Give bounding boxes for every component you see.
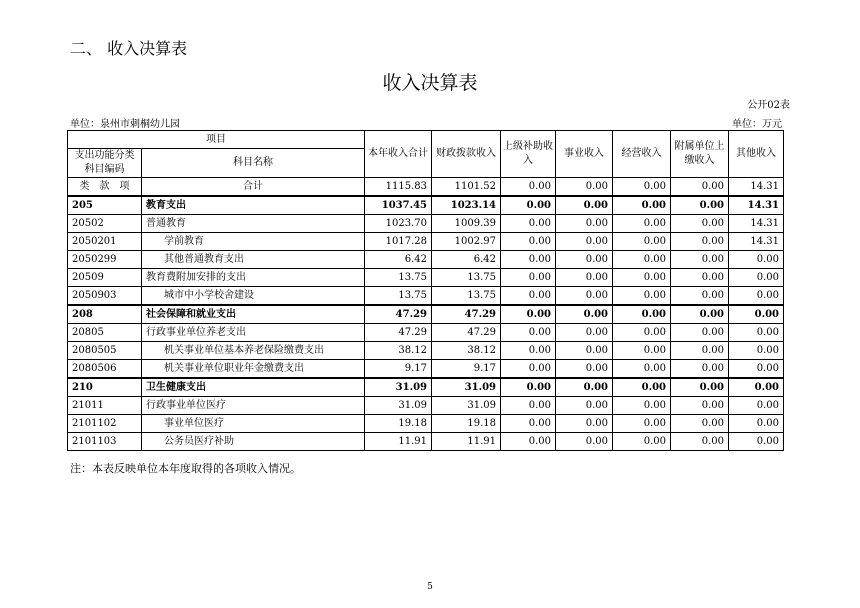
row-value: 13.75	[432, 269, 501, 287]
row-name: 普通教育	[142, 215, 365, 233]
header-operating: 经营收入	[613, 131, 671, 178]
table-row	[68, 305, 784, 324]
row-value: 0.00	[729, 415, 784, 433]
total-cell: 1115.83	[365, 178, 432, 197]
row-value: 0.00	[729, 397, 784, 415]
row-value: 11.91	[432, 433, 501, 451]
row-value: 0.00	[501, 196, 556, 215]
row-value: 6.42	[432, 251, 501, 269]
row-value: 0.00	[556, 415, 613, 433]
income-table	[67, 130, 784, 451]
row-value: 0.00	[729, 287, 784, 306]
row-value: 0.00	[613, 433, 671, 451]
table-row	[68, 215, 784, 233]
row-name: 学前教育	[142, 233, 365, 251]
row-value: 0.00	[671, 215, 729, 233]
row-value: 0.00	[729, 360, 784, 379]
row-value: 0.00	[501, 342, 556, 360]
row-code: 20509	[68, 269, 142, 287]
row-code: 2101102	[68, 415, 142, 433]
row-value: 0.00	[729, 378, 784, 397]
row-name: 事业单位医疗	[142, 415, 365, 433]
row-value: 0.00	[556, 397, 613, 415]
row-value: 0.00	[613, 305, 671, 324]
table-row	[68, 433, 784, 451]
row-value: 14.31	[729, 215, 784, 233]
table-row	[68, 360, 784, 379]
row-value: 0.00	[556, 233, 613, 251]
header-name: 科目名称	[142, 149, 365, 178]
row-value: 0.00	[501, 378, 556, 397]
row-code: 20502	[68, 215, 142, 233]
row-value: 0.00	[501, 215, 556, 233]
row-value: 0.00	[556, 342, 613, 360]
row-value: 31.09	[432, 378, 501, 397]
table-row	[68, 196, 784, 215]
row-value: 6.42	[365, 251, 432, 269]
header-other: 其他收入	[729, 131, 784, 178]
row-name: 机关事业单位基本养老保险缴费支出	[142, 342, 365, 360]
table-row	[68, 342, 784, 360]
row-value: 47.29	[432, 305, 501, 324]
row-value: 47.29	[365, 305, 432, 324]
row-value: 0.00	[501, 397, 556, 415]
row-value: 19.18	[432, 415, 501, 433]
row-value: 1009.39	[432, 215, 501, 233]
row-value: 0.00	[671, 269, 729, 287]
header-fiscal: 财政拨款收入	[432, 131, 501, 178]
row-value: 0.00	[613, 196, 671, 215]
row-value: 31.09	[365, 378, 432, 397]
header-business: 事业收入	[556, 131, 613, 178]
row-value: 0.00	[613, 397, 671, 415]
row-code: 2101103	[68, 433, 142, 451]
row-value: 0.00	[671, 233, 729, 251]
currency-unit: 单位：万元	[732, 119, 782, 130]
row-value: 0.00	[671, 342, 729, 360]
row-value: 0.00	[613, 233, 671, 251]
row-value: 0.00	[501, 360, 556, 379]
row-name: 其他普通教育支出	[142, 251, 365, 269]
row-value: 13.75	[365, 287, 432, 306]
row-value: 11.91	[365, 433, 432, 451]
row-name: 城市中小学校舍建设	[142, 287, 365, 306]
row-value: 0.00	[729, 305, 784, 324]
row-value: 0.00	[729, 269, 784, 287]
row-code: 210	[68, 378, 142, 397]
total-cell: 0.00	[613, 178, 671, 197]
row-code: 20805	[68, 324, 142, 342]
row-name: 教育支出	[142, 196, 365, 215]
row-name: 机关事业单位职业年金缴费支出	[142, 360, 365, 379]
table-row	[68, 397, 784, 415]
class-label: 类 款 项	[68, 178, 142, 197]
header-affiliated: 附属单位上缴收入	[671, 131, 729, 178]
page-number: 5	[427, 582, 433, 592]
row-value: 0.00	[556, 251, 613, 269]
total-cell: 0.00	[671, 178, 729, 197]
row-value: 0.00	[556, 287, 613, 306]
row-value: 0.00	[613, 215, 671, 233]
row-value: 0.00	[729, 433, 784, 451]
table-row	[68, 269, 784, 287]
table-row	[68, 251, 784, 269]
table-row	[68, 287, 784, 306]
row-value: 0.00	[729, 251, 784, 269]
row-value: 0.00	[671, 251, 729, 269]
row-value: 0.00	[501, 415, 556, 433]
row-code: 208	[68, 305, 142, 324]
row-value: 0.00	[556, 378, 613, 397]
row-value: 38.12	[432, 342, 501, 360]
page-title: 收入决算表	[382, 72, 478, 94]
row-value: 0.00	[671, 415, 729, 433]
row-value: 0.00	[613, 415, 671, 433]
footnote: 注：本表反映单位本年度取得的各项收入情况。	[70, 462, 301, 475]
row-name: 公务员医疗补助	[142, 433, 365, 451]
row-value: 0.00	[613, 324, 671, 342]
header-total: 本年收入合计	[365, 131, 432, 178]
row-value: 1023.14	[432, 196, 501, 215]
row-value: 0.00	[501, 324, 556, 342]
row-value: 1037.45	[365, 196, 432, 215]
row-value: 0.00	[556, 324, 613, 342]
row-value: 1002.97	[432, 233, 501, 251]
row-code: 2050903	[68, 287, 142, 306]
row-code: 205	[68, 196, 142, 215]
row-code: 2050299	[68, 251, 142, 269]
table-row	[68, 324, 784, 342]
row-value: 0.00	[613, 342, 671, 360]
row-value: 0.00	[556, 305, 613, 324]
row-name: 社会保障和就业支出	[142, 305, 365, 324]
row-value: 0.00	[613, 378, 671, 397]
row-value: 9.17	[432, 360, 501, 379]
row-value: 0.00	[501, 233, 556, 251]
unit-name: 单位：泉州市刺桐幼儿园	[70, 119, 180, 130]
row-value: 0.00	[671, 196, 729, 215]
row-value: 13.75	[432, 287, 501, 306]
row-value: 0.00	[729, 342, 784, 360]
row-value: 0.00	[671, 324, 729, 342]
row-value: 14.31	[729, 196, 784, 215]
row-value: 0.00	[501, 251, 556, 269]
row-name: 教育费附加安排的支出	[142, 269, 365, 287]
row-value: 0.00	[613, 269, 671, 287]
row-value: 0.00	[613, 251, 671, 269]
row-code: 2080505	[68, 342, 142, 360]
total-cell: 0.00	[556, 178, 613, 197]
row-value: 47.29	[365, 324, 432, 342]
row-value: 0.00	[556, 433, 613, 451]
row-code: 2050201	[68, 233, 142, 251]
table-row	[68, 415, 784, 433]
total-cell: 14.31	[729, 178, 784, 197]
row-value: 0.00	[671, 360, 729, 379]
total-cell: 0.00	[501, 178, 556, 197]
header-superior: 上级补助收入	[501, 131, 556, 178]
row-value: 0.00	[556, 215, 613, 233]
total-cell: 1101.52	[432, 178, 501, 197]
row-value: 1023.70	[365, 215, 432, 233]
table-row	[68, 233, 784, 251]
row-value: 0.00	[501, 433, 556, 451]
row-value: 13.75	[365, 269, 432, 287]
row-value: 47.29	[432, 324, 501, 342]
row-value: 0.00	[671, 287, 729, 306]
row-value: 38.12	[365, 342, 432, 360]
row-value: 14.31	[729, 233, 784, 251]
row-value: 1017.28	[365, 233, 432, 251]
header-code: 支出功能分类科目编码	[68, 149, 142, 178]
section-title: 二、 收入决算表	[70, 39, 188, 58]
total-row	[68, 178, 784, 197]
row-value: 0.00	[671, 305, 729, 324]
row-value: 0.00	[501, 269, 556, 287]
table-row	[68, 378, 784, 397]
row-value: 31.09	[365, 397, 432, 415]
row-value: 0.00	[729, 324, 784, 342]
row-name: 卫生健康支出	[142, 378, 365, 397]
row-value: 0.00	[671, 433, 729, 451]
row-code: 21011	[68, 397, 142, 415]
row-code: 2080506	[68, 360, 142, 379]
header-item: 项目	[68, 131, 365, 149]
row-name: 行政事业单位医疗	[142, 397, 365, 415]
row-value: 0.00	[556, 360, 613, 379]
row-value: 0.00	[671, 397, 729, 415]
row-value: 0.00	[556, 269, 613, 287]
row-value: 31.09	[432, 397, 501, 415]
row-value: 0.00	[613, 287, 671, 306]
row-value: 0.00	[501, 287, 556, 306]
sum-label: 合计	[142, 178, 365, 197]
row-value: 0.00	[501, 305, 556, 324]
row-value: 0.00	[556, 196, 613, 215]
row-value: 19.18	[365, 415, 432, 433]
form-number: 公开02表	[747, 100, 790, 111]
row-value: 0.00	[671, 378, 729, 397]
row-value: 0.00	[613, 360, 671, 379]
row-name: 行政事业单位养老支出	[142, 324, 365, 342]
row-value: 9.17	[365, 360, 432, 379]
